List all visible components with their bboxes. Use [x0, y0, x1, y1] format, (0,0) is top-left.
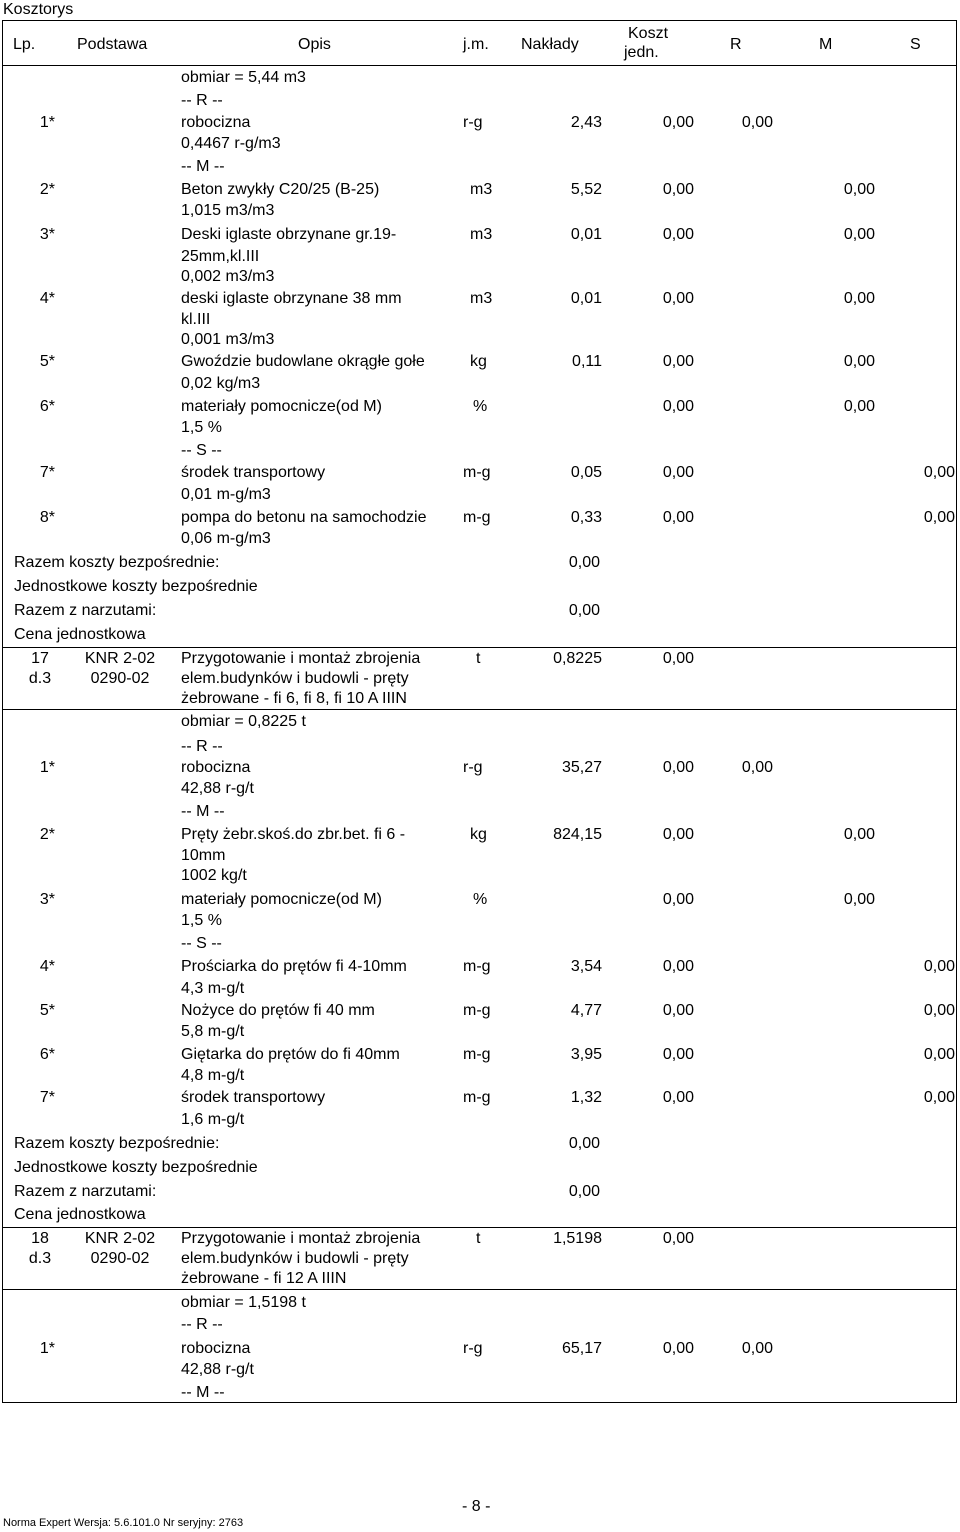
row-description: 0,01 m-g/m3	[181, 486, 271, 503]
row-description: robocizna	[181, 759, 251, 776]
header-jm: j.m.	[463, 36, 489, 53]
row-description: Deski iglaste obrzynane gr.19-	[181, 226, 397, 243]
row-unit-cost: 0,00	[662, 1002, 694, 1019]
row-quantity: 0,01	[570, 226, 602, 243]
row-quantity: 2,43	[570, 114, 602, 131]
position-quantity: 1,5198	[553, 1230, 602, 1247]
row-quantity: 5,52	[570, 181, 602, 198]
row-description: deski iglaste obrzynane 38 mm	[181, 290, 402, 307]
row-description: 1,5 %	[181, 419, 222, 436]
window-title: Kosztorys	[3, 1, 74, 18]
row-unit-cost: 0,00	[662, 509, 694, 526]
row-m-value: 0,00	[843, 398, 875, 415]
row-unit-cost: 0,00	[662, 891, 694, 908]
razem-bezposrednie-label: Razem koszty bezpośrednie:	[14, 1135, 220, 1152]
position-description-2: elem.budynków i budowli - pręty	[181, 1250, 409, 1267]
position-description-3: żebrowane - fi 6, fi 8, fi 10 A IIIN	[181, 690, 407, 707]
row-description: Pręty żebr.skoś.do zbr.bet. fi 6 -	[181, 826, 406, 843]
row-description: Nożyce do prętów fi 40 mm	[181, 1002, 375, 1019]
row-unit: r-g	[463, 759, 483, 776]
row-lp: 7*	[39, 1089, 55, 1106]
row-unit-cost: 0,00	[662, 759, 694, 776]
row-unit: m-g	[463, 464, 491, 481]
row-m-value: 0,00	[843, 226, 875, 243]
row-unit: %	[473, 891, 488, 908]
position-basis-code: 0290-02	[90, 1250, 150, 1267]
razem-narzutami-label: Razem z narzutami:	[14, 1183, 157, 1200]
row-description: -- R --	[181, 1316, 223, 1333]
row-description: -- M --	[181, 158, 225, 175]
position-description-2: elem.budynków i budowli - pręty	[181, 670, 409, 687]
row-r-value: 0,00	[741, 759, 773, 776]
row-unit-cost: 0,00	[662, 353, 694, 370]
row-unit-cost: 0,00	[662, 1046, 694, 1063]
row-description: -- S --	[181, 935, 222, 952]
row-description: 1,6 m-g/t	[181, 1111, 245, 1128]
position-number: 18	[31, 1230, 49, 1247]
row-description: 42,88 r-g/t	[181, 1361, 254, 1378]
position-number: 17	[31, 650, 49, 667]
row-quantity: 0,01	[570, 290, 602, 307]
row-unit: m3	[470, 181, 493, 198]
row-description: 25mm,kl.III	[181, 248, 260, 265]
row-lp: 2*	[39, 826, 55, 843]
row-lp: 4*	[39, 958, 55, 975]
row-quantity: 65,17	[561, 1340, 602, 1357]
jednostkowe-label: Jednostkowe koszty bezpośrednie	[14, 1159, 258, 1176]
row-unit-cost: 0,00	[662, 290, 694, 307]
position-unit-cost: 0,00	[662, 1230, 694, 1247]
row-unit: m-g	[463, 1089, 491, 1106]
row-s-value: 0,00	[923, 1089, 955, 1106]
row-lp: 1*	[39, 759, 55, 776]
row-m-value: 0,00	[843, 181, 875, 198]
row-lp: 4*	[39, 290, 55, 307]
cena-jednostkowa-label: Cena jednostkowa	[14, 1206, 146, 1223]
row-description: 0,002 m3/m3	[181, 268, 275, 285]
row-description: -- M --	[181, 803, 225, 820]
razem-bezposrednie-value: 0,00	[568, 554, 600, 571]
header-divider	[2, 65, 957, 66]
position-quantity: 0,8225	[553, 650, 602, 667]
row-lp: 1*	[39, 1340, 55, 1357]
header-naklady: Nakłady	[521, 36, 579, 53]
position-description-3: żebrowane - fi 12 A IIIN	[181, 1270, 347, 1287]
row-unit: m3	[470, 290, 493, 307]
position-description: Przygotowanie i montaż zbrojenia	[181, 650, 421, 667]
row-description: środek transportowy	[181, 1089, 326, 1106]
row-unit: m3	[470, 226, 493, 243]
row-description: obmiar = 0,8225 t	[181, 713, 306, 730]
row-description: -- S --	[181, 442, 222, 459]
row-quantity: 0,05	[570, 464, 602, 481]
row-lp: 8*	[39, 509, 55, 526]
row-unit-cost: 0,00	[662, 958, 694, 975]
header-jedn: jedn.	[624, 44, 659, 61]
row-description: materiały pomocnicze(od M)	[181, 398, 382, 415]
row-s-value: 0,00	[923, 1046, 955, 1063]
header-opis: Opis	[298, 36, 331, 53]
position-description: Przygotowanie i montaż zbrojenia	[181, 1230, 421, 1247]
row-r-value: 0,00	[741, 1340, 773, 1357]
row-lp: 6*	[39, 1046, 55, 1063]
row-unit: r-g	[463, 114, 483, 131]
row-lp: 6*	[39, 398, 55, 415]
row-description: 0,001 m3/m3	[181, 331, 275, 348]
row-description: Beton zwykły C20/25 (B-25)	[181, 181, 380, 198]
row-unit: m-g	[463, 1002, 491, 1019]
row-description: Gwoździe budowlane okrągłe gołe	[181, 353, 425, 370]
row-description: Prościarka do prętów fi 4-10mm	[181, 958, 407, 975]
row-lp: 1*	[39, 114, 55, 131]
row-lp: 5*	[39, 1002, 55, 1019]
position-divider	[2, 647, 957, 648]
row-description: materiały pomocnicze(od M)	[181, 891, 382, 908]
row-description: 4,8 m-g/t	[181, 1067, 245, 1084]
header-podstawa: Podstawa	[77, 36, 148, 53]
row-description: 0,02 kg/m3	[181, 375, 261, 392]
razem-bezposrednie-value: 0,00	[568, 1135, 600, 1152]
row-s-value: 0,00	[923, 1002, 955, 1019]
row-unit: kg	[470, 353, 487, 370]
header-lp: Lp.	[13, 36, 36, 53]
row-s-value: 0,00	[923, 958, 955, 975]
row-quantity: 35,27	[561, 759, 602, 776]
row-unit-cost: 0,00	[662, 464, 694, 481]
position-basis: KNR 2-02	[84, 650, 156, 667]
row-description: 1,015 m3/m3	[181, 202, 275, 219]
row-lp: 2*	[39, 181, 55, 198]
position-divider	[2, 1227, 957, 1228]
position-note: d.3	[28, 670, 52, 687]
row-description: -- R --	[181, 92, 223, 109]
row-description: 0,06 m-g/m3	[181, 530, 271, 547]
row-s-value: 0,00	[923, 509, 955, 526]
row-description: 42,88 r-g/t	[181, 780, 254, 797]
header-koszt: Koszt	[628, 25, 669, 42]
row-description: robocizna	[181, 1340, 251, 1357]
header-m: M	[819, 36, 833, 53]
position-divider	[2, 709, 957, 710]
razem-bezposrednie-label: Razem koszty bezpośrednie:	[14, 554, 220, 571]
row-m-value: 0,00	[843, 290, 875, 307]
position-basis-code: 0290-02	[90, 670, 150, 687]
position-unit: t	[476, 650, 481, 667]
row-unit-cost: 0,00	[662, 826, 694, 843]
row-description: 0,4467 r-g/m3	[181, 135, 281, 152]
row-lp: 5*	[39, 353, 55, 370]
row-quantity: 3,95	[570, 1046, 602, 1063]
row-quantity: 0,11	[572, 353, 602, 370]
row-description: 10mm	[181, 847, 226, 864]
cena-jednostkowa-label: Cena jednostkowa	[14, 626, 146, 643]
header-s: S	[910, 36, 921, 53]
row-unit: kg	[470, 826, 487, 843]
row-description: obmiar = 1,5198 t	[181, 1294, 306, 1311]
row-unit-cost: 0,00	[662, 398, 694, 415]
row-lp: 7*	[39, 464, 55, 481]
row-quantity: 824,15	[553, 826, 602, 843]
row-description: 1,5 %	[181, 912, 222, 929]
row-description: kl.III	[181, 311, 211, 328]
position-divider	[2, 1289, 957, 1290]
razem-narzutami-label: Razem z narzutami:	[14, 602, 157, 619]
row-lp: 3*	[39, 226, 55, 243]
row-unit: r-g	[463, 1340, 483, 1357]
row-quantity: 1,32	[570, 1089, 602, 1106]
row-description: środek transportowy	[181, 464, 326, 481]
software-info: Norma Expert Wersja: 5.6.101.0 Nr seryjny: 2763	[3, 1517, 244, 1529]
row-unit-cost: 0,00	[662, 1089, 694, 1106]
row-unit: m-g	[463, 1046, 491, 1063]
header-r: R	[730, 36, 742, 53]
row-m-value: 0,00	[843, 891, 875, 908]
row-unit-cost: 0,00	[662, 114, 694, 131]
row-unit-cost: 0,00	[662, 226, 694, 243]
row-description: 5,8 m-g/t	[181, 1023, 245, 1040]
row-unit: %	[473, 398, 488, 415]
row-description: robocizna	[181, 114, 251, 131]
position-note: d.3	[28, 1250, 52, 1267]
row-description: -- R --	[181, 738, 223, 755]
row-description: -- M --	[181, 1384, 225, 1401]
row-m-value: 0,00	[843, 826, 875, 843]
row-lp: 3*	[39, 891, 55, 908]
row-unit: m-g	[463, 958, 491, 975]
page-number: - 8 -	[462, 1498, 491, 1515]
position-unit-cost: 0,00	[662, 650, 694, 667]
row-r-value: 0,00	[741, 114, 773, 131]
row-m-value: 0,00	[843, 353, 875, 370]
row-quantity: 0,33	[570, 509, 602, 526]
jednostkowe-label: Jednostkowe koszty bezpośrednie	[14, 578, 258, 595]
row-description: pompa do betonu na samochodzie	[181, 509, 427, 526]
row-unit-cost: 0,00	[662, 1340, 694, 1357]
row-quantity: 3,54	[570, 958, 602, 975]
razem-narzutami-value: 0,00	[568, 602, 600, 619]
row-unit: m-g	[463, 509, 491, 526]
row-unit-cost: 0,00	[662, 181, 694, 198]
row-quantity: 4,77	[570, 1002, 602, 1019]
razem-narzutami-value: 0,00	[568, 1183, 600, 1200]
row-description: 1002 kg/t	[181, 867, 247, 884]
row-description: obmiar = 5,44 m3	[181, 69, 306, 86]
row-description: Giętarka do prętów do fi 40mm	[181, 1046, 400, 1063]
position-unit: t	[476, 1230, 481, 1247]
position-basis: KNR 2-02	[84, 1230, 156, 1247]
row-description: 4,3 m-g/t	[181, 980, 245, 997]
row-s-value: 0,00	[923, 464, 955, 481]
